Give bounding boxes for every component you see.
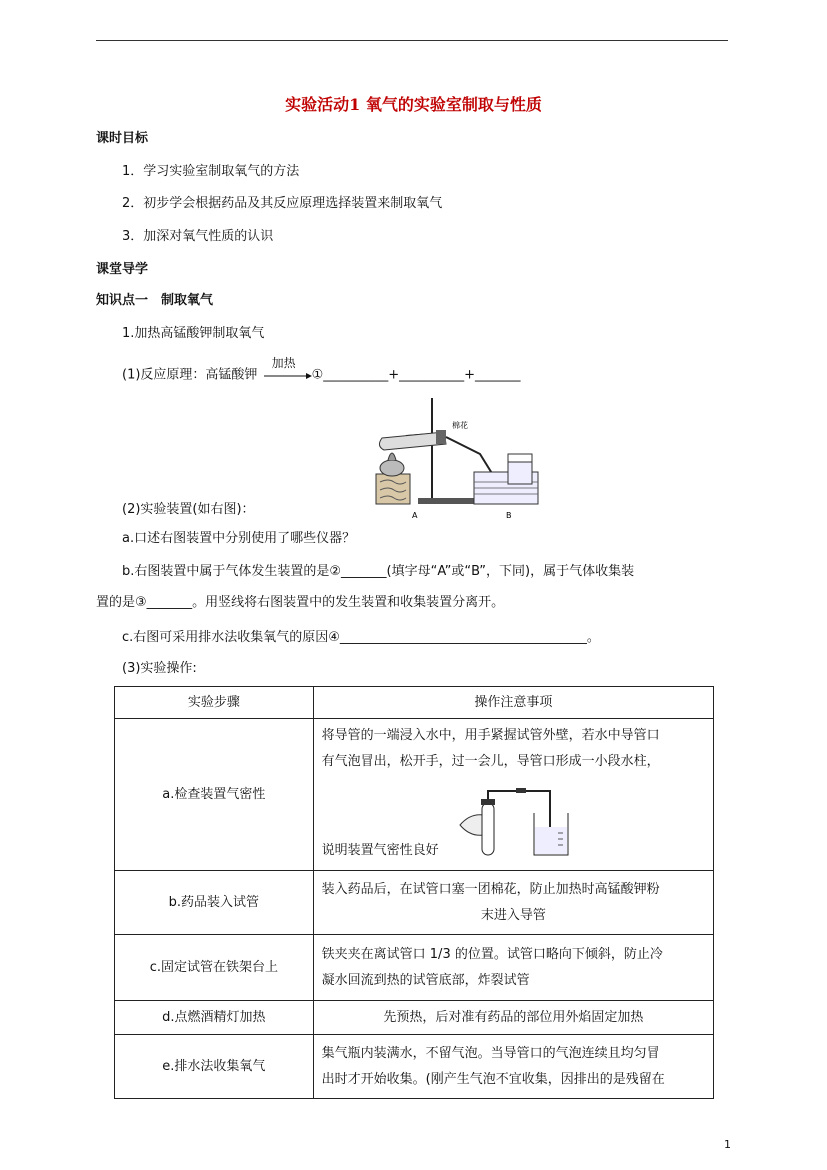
note-cell [313,935,713,1001]
note-cell [313,871,713,935]
page-number: 1 [724,1138,731,1151]
question-c: c.右图可采用排水法收集氧气的原因④______________________________________。 [122,630,600,645]
header-note: 操作注意事项 [313,687,713,719]
header-rule [96,40,728,41]
note-line: 有气泡冒出，松开手，过一会儿，导管口形成一小段水柱， [321,754,660,769]
operations-table [114,686,714,1099]
note-line: 末进入导管 [480,907,546,923]
knowledge-heading: 知识点一 制取氧气 [96,293,214,308]
note-cell [313,719,713,871]
table-header-row [115,687,714,719]
table-row [115,719,714,871]
table-row [115,871,714,935]
note-line: 集气瓶内装满水，不留气泡。当导管口的气泡连续且均匀冒 [321,1045,660,1061]
principle-prefix: (1)反应原理：高锰酸钾 [122,367,258,383]
page-title: 实验活动1 氧气的实验室制取与性质 [285,95,542,114]
objective-2: 2．初步学会根据药品及其反应原理选择装置来制取氧气 [122,196,443,211]
question-a: a.口述右图装置中分别使用了哪些仪器？ [122,531,356,546]
note-line: 说明装置气密性良好 [321,843,439,858]
heating-arrow [262,356,312,384]
arrow-icon [262,366,312,384]
objective-1: 1．学习实验室制取氧气的方法 [122,164,300,179]
step-cell: b.药品装入试管 [115,871,314,935]
note-cell [313,1035,713,1099]
table-row [115,1035,714,1099]
subsection-1: 1.加热高锰酸钾制取氧气 [122,326,265,341]
note-line: 出时才开始收集。(刚产生气泡不宜收集，因排出的是残留在 [321,1071,665,1087]
heating-condition: 加热 [271,356,296,370]
objective-3: 3．加深对氧气性质的认识 [122,229,274,244]
header-step: 实验步骤 [115,687,314,719]
cotton-label: 棉花 [452,421,468,430]
note-line: 装入药品后，在试管口塞一团棉花，防止加热时高锰酸钾粉 [321,881,660,897]
table-row [115,1001,714,1035]
table-row [115,935,714,1001]
guide-heading: 课堂导学 [96,262,149,277]
step-cell: a.检查装置气密性 [115,719,314,871]
note-line: 铁夹夹在离试管口 1/3 的位置。试管口略向下倾斜，防止冷 [321,946,663,962]
step-cell: c.固定试管在铁架台上 [115,935,314,1001]
note-line: 将导管的一端浸入水中，用手紧握试管外壁，若水中导管口 [321,728,660,743]
label-b: B [506,511,512,520]
airtightness-figure [458,785,588,859]
note-line: 凝水回流到热的试管底部，炸裂试管 [321,972,530,988]
objectives-heading: 课时目标 [96,131,149,146]
step-cell: e.排水法收集氧气 [115,1035,314,1099]
step-cell: d.点燃酒精灯加热 [115,1001,314,1035]
question-b-line2: 置的是③_______。用竖线将右图装置中的发生装置和收集装置分离开。 [96,595,505,610]
principle-blank: ①__________+__________+_______ [311,367,521,383]
note-cell: 先预热，后对准有药品的部位用外焰固定加热 [313,1001,713,1035]
reaction-principle [122,356,521,385]
apparatus-figure [368,392,546,522]
label-a: A [412,511,418,520]
question-b-line1: b.右图装置中属于气体发生装置的是②_______(填字母“A”或“B”，下同)，属于气体收集装 [122,564,635,579]
setup-label: (2)实验装置(如右图)： [122,502,255,517]
operations-label: (3)实验操作: [122,661,197,676]
